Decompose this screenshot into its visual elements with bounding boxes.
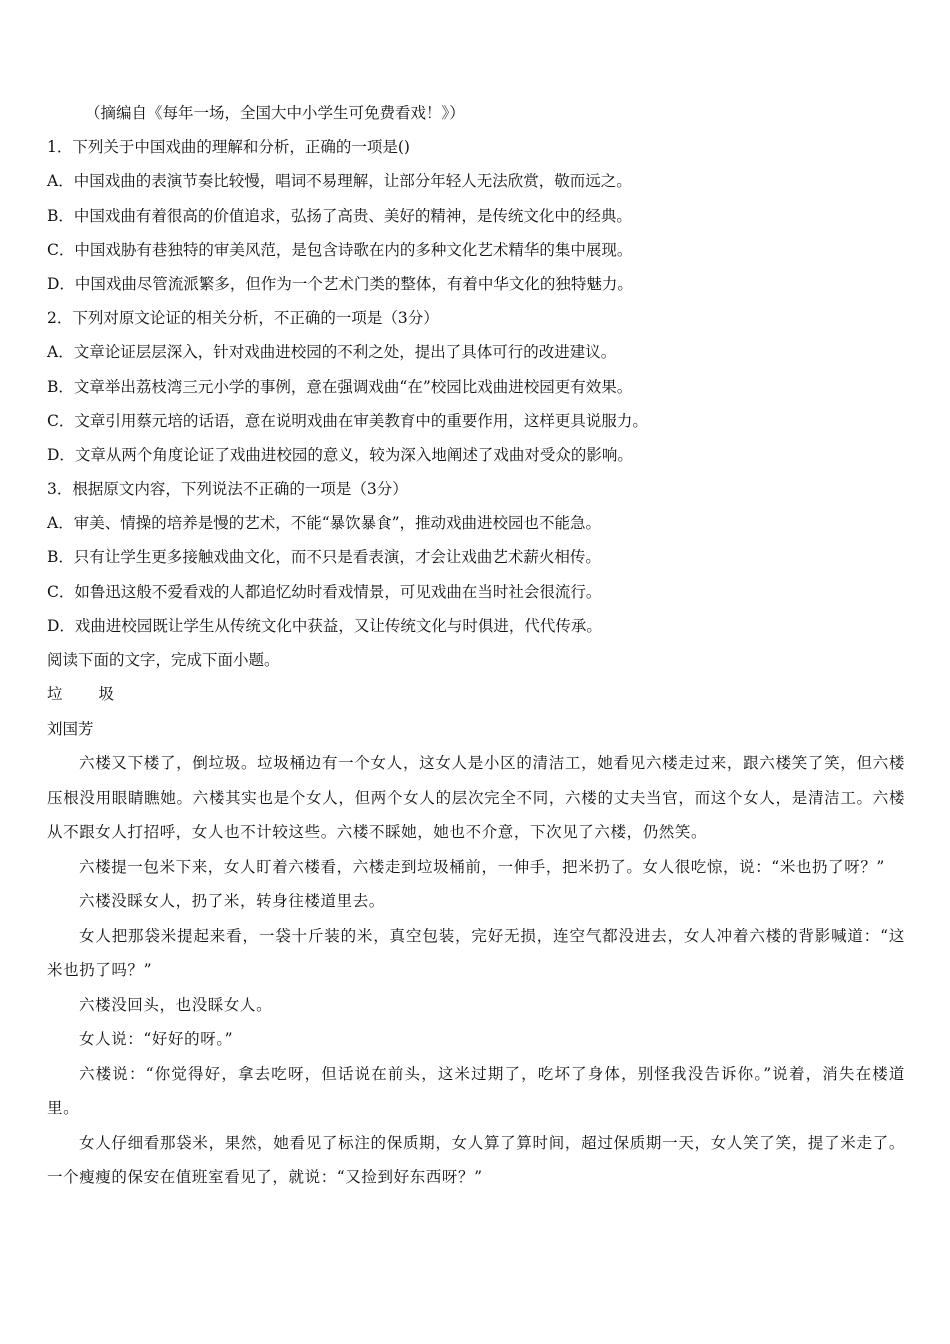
question-3-option-d: D．戏曲进校园既让学生从传统文化中获益，又让传统文化与时俱进，代代传承。 bbox=[47, 616, 602, 635]
story-paragraph-2: 六楼提一包米下来，女人盯着六楼看，六楼走到垃圾桶前，一伸手，把米扔了。女人很吃惊，说：“米也扔了呀？” bbox=[79, 857, 885, 876]
question-1-option-d: D．中国戏曲尽管流派繁多，但作为一个艺术门类的整体，有着中华文化的独特魅力。 bbox=[47, 274, 633, 293]
question-1-option-a: A．中国戏曲的表演节奏比较慢，唱词不易理解，让部分年轻人无法欣赏，敬而远之。 bbox=[47, 172, 632, 191]
story-paragraph-1: 六楼又下楼了，倒垃圾。垃圾桶边有一个女人，这女人是小区的清洁工，她看见六楼走过来，跟六楼笑了笑，但六楼压根没用眼睛瞧她。六楼其实也是个女人，但两个女人的层次完全不同，六楼的丈夫当官，而这个女人，是清洁工。六楼从不跟女人打招呼，女人也不计较这些。六楼不睬她，她也不介意，下次见了六楼，仍然笑。 bbox=[47, 754, 905, 842]
question-1-option-c: C．中国戏胁有巷独特的审美风范，是包含诗歌在内的多种文化艺术精华的集中展现。 bbox=[47, 240, 633, 259]
question-2-option-a: A．文章论证层层深入，针对戏曲进校园的不利之处，提出了具体可行的改进建议。 bbox=[47, 343, 617, 362]
question-1-option-b: B．中国戏曲有着很高的价值追求，弘扬了高贵、美好的精神，是传统文化中的经典。 bbox=[47, 206, 632, 225]
question-2-stem: 2．下列对原文论证的相关分析，不正确的一项是（3分） bbox=[47, 309, 439, 328]
story-paragraph-4: 女人把那袋米提起来看，一袋十斤装的米，真空包装，完好无损，连空气都没进去，女人冲着六楼的背影喊道：“这米也扔了吗？” bbox=[47, 926, 905, 980]
story-paragraph-5: 六楼没回头，也没睬女人。 bbox=[79, 995, 273, 1014]
story-title-char-1: 垃 bbox=[47, 685, 63, 704]
story-title bbox=[47, 677, 905, 712]
question-2-option-b: B．文章举出荔枝湾三元小学的事例，意在强调戏曲“在”校园比戏曲进校园更有效果。 bbox=[47, 377, 633, 396]
question-1-stem: 1．下列关于中国戏曲的理解和分析，正确的一项是() bbox=[47, 138, 410, 157]
question-2-option-d: D．文章从两个角度论证了戏曲进校园的意义，较为深入地阐述了戏曲对受众的影响。 bbox=[47, 445, 633, 464]
document-page bbox=[47, 96, 905, 1195]
story-paragraph-7: 六楼说：“你觉得好，拿去吃呀，但话说在前头，这米过期了，吃坏了身体，别怪我没告诉你。”说着，消失在楼道里。 bbox=[47, 1064, 905, 1118]
story-paragraph-8: 女人仔细看那袋米，果然，她看见了标注的保质期，女人算了算时间，超过保质期一天，女人笑了笑，提了米走了。一个瘦瘦的保安在值班室看见了，就说：“又捡到好东西呀？” bbox=[47, 1133, 905, 1187]
question-3-option-a: A．审美、情操的培养是慢的艺术，不能“暴饮暴食”，推动戏曲进校园也不能急。 bbox=[47, 514, 602, 533]
story-paragraph-3: 六楼没睬女人，扔了米，转身往楼道里去。 bbox=[79, 892, 385, 911]
story-title-char-2: 圾 bbox=[98, 685, 115, 704]
question-3-stem: 3．根据原文内容，下列说法不正确的一项是（3分） bbox=[47, 480, 408, 499]
question-3-option-c: C．如鲁迅这般不爱看戏的人都追忆幼时看戏情景，可见戏曲在当时社会很流行。 bbox=[47, 582, 602, 601]
question-3-option-b: B．只有让学生更多接触戏曲文化，而不只是看表演，才会让戏曲艺术薪火相传。 bbox=[47, 548, 601, 567]
story-author: 刘国芳 bbox=[47, 719, 94, 738]
question-2-option-c: C．文章引用蔡元培的话语，意在说明戏曲在审美教育中的重要作用，这样更具说服力。 bbox=[47, 411, 648, 430]
story-paragraph-6: 女人说：“好好的呀。” bbox=[79, 1030, 234, 1049]
source-note: （摘编自《每年一场，全国大中小学生可免费看戏！》） bbox=[85, 104, 465, 122]
reading-instruction: 阅读下面的文字，完成下面小题。 bbox=[47, 651, 280, 669]
